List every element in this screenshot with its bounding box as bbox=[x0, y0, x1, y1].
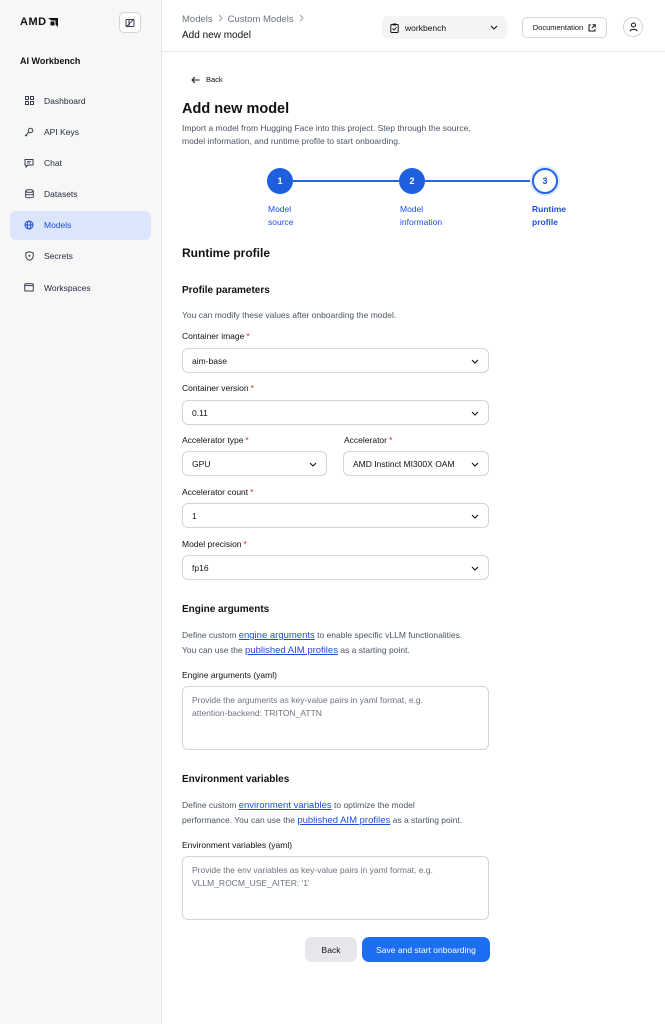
globe-icon bbox=[24, 220, 34, 230]
sidebar-item-label: API Keys bbox=[44, 126, 79, 137]
shield-icon bbox=[24, 251, 34, 261]
container-image-label bbox=[182, 331, 250, 341]
engine-arguments-link[interactable]: engine arguments bbox=[238, 630, 315, 641]
profile-parameters-title: Profile parameters bbox=[182, 285, 270, 296]
sidebar-item-api-keys[interactable] bbox=[10, 117, 151, 146]
sidebar-item-label: Chat bbox=[44, 157, 62, 168]
breadcrumb-current: Add new model bbox=[182, 30, 251, 41]
step-label-line: source bbox=[268, 216, 294, 227]
select-value: fp16 bbox=[192, 562, 209, 573]
label-text: Accelerator bbox=[344, 435, 387, 445]
label-text: Accelerator count bbox=[182, 487, 249, 497]
step-label-line: profile bbox=[532, 216, 558, 227]
sidebar-item-datasets[interactable] bbox=[10, 180, 151, 209]
amd-logo[interactable] bbox=[20, 16, 58, 28]
help-line bbox=[182, 628, 502, 643]
engine-arguments-field-label: Engine arguments (yaml) bbox=[182, 670, 277, 680]
step-2-indicator[interactable]: 2 bbox=[399, 168, 425, 194]
sidebar-item-label: Dashboard bbox=[44, 95, 86, 106]
external-link-icon bbox=[588, 24, 596, 32]
breadcrumb-separator-icon bbox=[218, 14, 223, 25]
required-mark: * bbox=[250, 383, 254, 393]
collapse-sidebar-button[interactable] bbox=[119, 12, 141, 33]
sidebar-item-label: Datasets bbox=[44, 189, 78, 200]
logo-text: AMD bbox=[20, 16, 47, 28]
container-image-select[interactable] bbox=[182, 348, 489, 373]
help-text: to optimize the model bbox=[331, 800, 415, 810]
sidebar-item-chat[interactable] bbox=[10, 148, 151, 177]
sidebar-item-label: Models bbox=[44, 220, 72, 231]
page-title: Add new model bbox=[182, 101, 290, 117]
published-aim-profiles-link[interactable]: published AIM profiles bbox=[245, 645, 338, 656]
save-and-start-onboarding-button[interactable]: Save and start onboarding bbox=[362, 937, 490, 962]
select-value: aim-base bbox=[192, 355, 227, 366]
help-line bbox=[182, 813, 502, 828]
page-description: Import a model from Hugging Face into this project. Step through the source, model information, and runtime profile to start onboarding. bbox=[182, 123, 471, 146]
help-text: performance. You can use the bbox=[182, 815, 298, 825]
placeholder-line: Provide the env variables as key-value pairs in yaml format, e.g. bbox=[192, 865, 433, 875]
chevron-down-icon bbox=[471, 460, 479, 470]
accelerator-type-label bbox=[182, 435, 249, 445]
step-1-label bbox=[268, 203, 294, 228]
placeholder-line: attention-backend: TRITON_ATTN bbox=[192, 708, 322, 718]
placeholder-line: Provide the arguments as key-value pairs in yaml format, e.g. bbox=[192, 695, 424, 705]
stepper-connector bbox=[425, 180, 532, 182]
step-3-label bbox=[532, 203, 566, 228]
breadcrumb-separator-icon bbox=[299, 14, 304, 25]
sidebar-item-label: Workspaces bbox=[44, 282, 91, 293]
stepper-connector bbox=[293, 180, 399, 182]
grid-icon bbox=[24, 96, 34, 106]
step-label-line: information bbox=[400, 216, 443, 227]
database-icon bbox=[24, 189, 34, 199]
chat-icon bbox=[24, 158, 34, 168]
documentation-label: Documentation bbox=[532, 23, 584, 32]
step-label-line: Model bbox=[268, 204, 292, 214]
container-version-label bbox=[182, 383, 254, 393]
profile-parameters-help: You can modify these values after onboarding the model. bbox=[182, 310, 397, 320]
step-label-line: Runtime bbox=[532, 204, 566, 214]
sidebar bbox=[0, 0, 162, 1024]
required-mark: * bbox=[246, 331, 250, 341]
select-value: 1 bbox=[192, 510, 197, 521]
chevron-down-icon bbox=[490, 23, 498, 33]
label-text: Container version bbox=[182, 383, 249, 393]
accelerator-label bbox=[344, 435, 392, 445]
runtime-profile-title: Runtime profile bbox=[182, 246, 271, 260]
chevron-down-icon bbox=[471, 409, 479, 419]
step-label-line: Model bbox=[400, 204, 424, 214]
required-mark: * bbox=[389, 435, 393, 445]
chevron-down-icon bbox=[309, 460, 317, 470]
app-name: AI Workbench bbox=[20, 56, 81, 66]
step-3-indicator[interactable]: 3 bbox=[532, 168, 558, 194]
breadcrumb bbox=[182, 14, 309, 25]
select-value: AMD Instinct MI300X OAM bbox=[353, 458, 455, 469]
model-precision-label bbox=[182, 539, 247, 549]
breadcrumb-models[interactable]: Models bbox=[182, 14, 213, 25]
sidebar-item-models[interactable] bbox=[10, 211, 151, 240]
amd-arrow-icon bbox=[48, 18, 58, 27]
clipboard-icon bbox=[390, 23, 399, 33]
help-text: as a starting point. bbox=[337, 645, 410, 655]
accelerator-select[interactable] bbox=[343, 451, 489, 476]
environment-variables-help bbox=[182, 798, 502, 828]
placeholder-line: VLLM_ROCM_USE_AITER: '1' bbox=[192, 878, 310, 888]
environment-variables-title: Environment variables bbox=[182, 774, 290, 785]
engine-arguments-title: Engine arguments bbox=[182, 604, 270, 615]
step-2-label bbox=[400, 203, 442, 228]
chevron-down-icon bbox=[471, 564, 479, 574]
sidebar-item-dashboard[interactable] bbox=[10, 86, 151, 115]
window-icon bbox=[24, 283, 34, 293]
label-text: Model precision bbox=[182, 539, 242, 549]
help-text: Define custom bbox=[182, 800, 239, 810]
help-line bbox=[182, 643, 502, 658]
project-selector[interactable] bbox=[382, 16, 507, 39]
accelerator-type-select[interactable] bbox=[182, 451, 327, 476]
sidebar-item-label: Secrets bbox=[44, 251, 73, 262]
engine-arguments-help bbox=[182, 628, 502, 658]
step-1-indicator[interactable]: 1 bbox=[267, 168, 293, 194]
documentation-button[interactable] bbox=[522, 17, 607, 38]
label-text: Container image bbox=[182, 331, 245, 341]
model-precision-select[interactable] bbox=[182, 555, 489, 580]
help-text: as a starting point. bbox=[390, 815, 463, 825]
help-line bbox=[182, 798, 502, 813]
key-icon bbox=[24, 127, 34, 137]
topbar bbox=[162, 0, 665, 52]
back-link-label: Back bbox=[206, 75, 223, 84]
sidebar-item-secrets[interactable] bbox=[10, 242, 151, 271]
select-value: GPU bbox=[192, 458, 211, 469]
sidebar-nav bbox=[10, 86, 151, 304]
published-aim-profiles-link[interactable]: published AIM profiles bbox=[297, 815, 391, 826]
arrow-left-icon bbox=[191, 76, 200, 84]
help-text: to enable specific vLLM functionalities. bbox=[314, 630, 463, 640]
environment-variables-textarea[interactable] bbox=[182, 856, 489, 920]
accelerator-count-select[interactable] bbox=[182, 503, 489, 528]
environment-variables-link[interactable]: environment variables bbox=[238, 800, 332, 811]
main-content bbox=[162, 52, 665, 1024]
engine-arguments-textarea[interactable] bbox=[182, 686, 489, 750]
environment-variables-field-label: Environment variables (yaml) bbox=[182, 840, 293, 850]
sidebar-item-workspaces[interactable] bbox=[10, 273, 151, 302]
help-text: Define custom bbox=[182, 630, 239, 640]
container-version-select[interactable] bbox=[182, 400, 489, 425]
required-mark: * bbox=[245, 435, 249, 445]
required-mark: * bbox=[250, 487, 254, 497]
user-menu-button[interactable] bbox=[623, 17, 643, 37]
required-mark: * bbox=[243, 539, 247, 549]
breadcrumb-custom-models[interactable]: Custom Models bbox=[227, 14, 294, 25]
sidebar-toggle-icon bbox=[125, 18, 135, 28]
chevron-down-icon bbox=[471, 512, 479, 522]
chevron-down-icon bbox=[471, 357, 479, 367]
label-text: Accelerator type bbox=[182, 435, 244, 445]
help-text: You can use the bbox=[182, 645, 246, 655]
accelerator-count-label bbox=[182, 487, 253, 497]
back-button[interactable]: Back bbox=[305, 937, 357, 962]
user-icon bbox=[629, 22, 638, 32]
select-value: 0.11 bbox=[192, 407, 208, 418]
project-name: workbench bbox=[405, 22, 447, 33]
back-link[interactable] bbox=[191, 75, 223, 84]
